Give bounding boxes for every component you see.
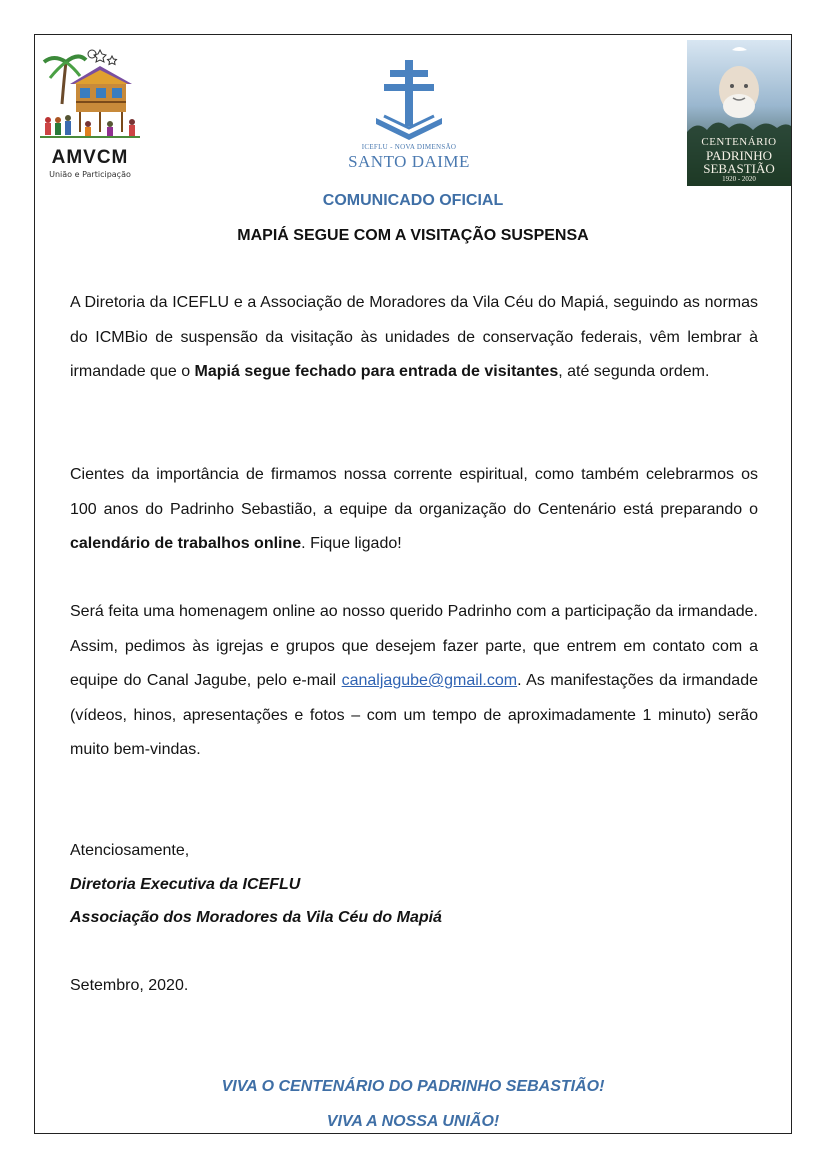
amvcm-logo	[40, 44, 140, 184]
communique-label: COMUNICADO OFICIAL	[322, 192, 504, 209]
paragraph-homage	[70, 595, 758, 768]
amvcm-title: AMVCM	[51, 147, 129, 168]
centenario-line3: SEBASTIÃO	[703, 161, 775, 176]
amvcm-subtitle: União e Participação	[49, 170, 131, 179]
cross-icon	[346, 58, 472, 142]
paragraph-homage-text-b: . As manifestações da irmandade (vídeos, hinos, apresentações e fotos – com um tempo de aproximadamente 1 minuto) serão muito bem-vindas.	[70, 672, 758, 758]
centenario-years: 1920 - 2020	[722, 175, 756, 183]
paragraph-centenary-text-b: . Fique ligado!	[301, 535, 402, 552]
paragraph-centenary-bold: calendário de trabalhos online	[70, 535, 302, 552]
paragraph-homage-text-a: Será feita uma homenagem online ao nosso querido Padrinho com a participação da irmandade. Assim, pedimos às igrejas e grupos que desejem fazer parte, que entrem em contato com a equipe do Canal Jagube, pelo e-mail	[70, 603, 758, 689]
centenario-line2: PADRINHO	[706, 148, 772, 163]
paragraph-visitation	[70, 286, 758, 390]
email-link[interactable]: canaljagube@gmail.com	[341, 672, 518, 689]
centenario-line1: CENTENÁRIO	[701, 136, 777, 148]
signer-association: Associação dos Moradores da Vila Céu do Mapiá	[70, 909, 442, 926]
paragraph-centenary	[70, 458, 758, 562]
paragraph-visitation-text-b: , até segunda ordem.	[558, 363, 710, 380]
santo-daime-subtitle: ICEFLU - NOVA DIMENSÃO	[361, 143, 457, 151]
communique-title: MAPIÁ SEGUE COM A VISITAÇÃO SUSPENSA	[237, 227, 589, 244]
footer-slogan-centenary: VIVA O CENTENÁRIO DO PADRINHO SEBASTIÃO!	[221, 1078, 605, 1095]
salutation: Atenciosamente,	[70, 842, 190, 859]
footer-slogan-union: VIVA A NOSSA UNIÃO!	[326, 1113, 500, 1130]
signer-iceflu: Diretoria Executiva da ICEFLU	[70, 876, 301, 893]
santo-daime-title: SANTO DAIME	[348, 152, 470, 171]
centenario-logo	[687, 40, 791, 186]
village-house-icon	[40, 44, 140, 144]
santo-daime-logo	[346, 58, 472, 176]
paragraph-visitation-bold: Mapiá segue fechado para entrada de visitantes	[194, 363, 559, 380]
document-date: Setembro, 2020.	[70, 977, 189, 994]
paragraph-centenary-text-a: Cientes da importância de firmamos nossa corrente espiritual, como também celebrarmos os 100 anos do Padrinho Sebastião, a equipe da organização do Centenário está preparando o	[70, 466, 758, 518]
paragraph-visitation-text-a: A Diretoria da ICEFLU e a Associação de Moradores da Vila Céu do Mapiá, seguindo as normas do ICMBio de suspensão da visitação às unidades de conservação federais, vêm lembrar à irmandade que o	[70, 294, 758, 380]
